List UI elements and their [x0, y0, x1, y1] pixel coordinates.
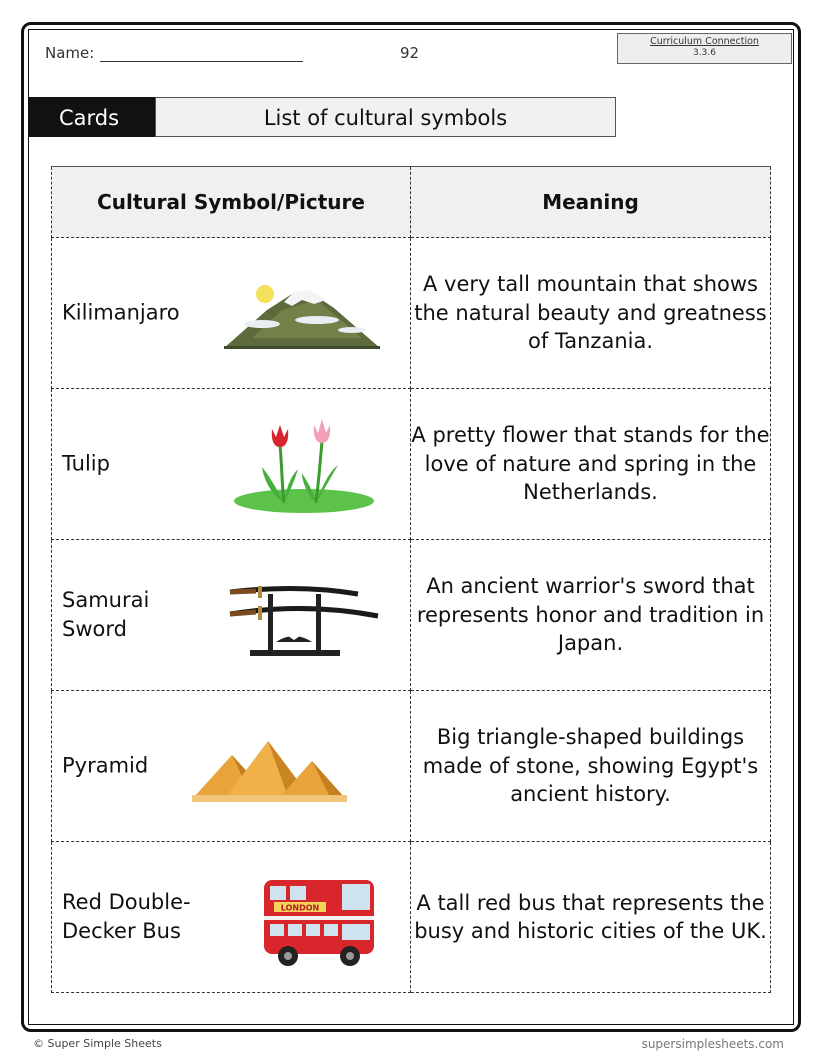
meaning-cell: A tall red bus that represents the busy and historic cities of the UK. [411, 842, 771, 993]
katana-icon [220, 582, 385, 662]
symbol-label: Kilimanjaro [62, 300, 180, 325]
meaning-cell: Big triangle-shaped buildings made of stone, showing Egypt's ancient history. [411, 691, 771, 842]
table-row [52, 842, 771, 993]
symbol-cell [52, 540, 411, 691]
curriculum-connection-title: Curriculum Connection [650, 36, 759, 47]
name-field [45, 44, 303, 62]
page-number: 92 [400, 44, 420, 62]
curriculum-code: 3.3.6 [693, 48, 716, 58]
table-row [52, 691, 771, 842]
symbol-label: Pyramid [62, 753, 149, 778]
meaning-cell: A very tall mountain that shows the natural beauty and greatness of Tanzania. [411, 238, 771, 389]
symbol-cell [52, 389, 411, 540]
curriculum-connection-box [617, 33, 792, 64]
table-row [52, 238, 771, 389]
copyright-text: © Super Simple Sheets [33, 1037, 162, 1050]
symbols-table [51, 166, 771, 993]
meaning-cell: A pretty flower that stands for the love of nature and spring in the Netherlands. [411, 389, 771, 540]
website-text: supersimplesheets.com [641, 1037, 784, 1051]
table-header-row [52, 167, 771, 238]
pyramid-icon [192, 739, 347, 804]
mountain-icon [222, 280, 382, 350]
table-row [52, 389, 771, 540]
page-title: List of cultural symbols [155, 97, 616, 137]
symbol-cell [52, 691, 411, 842]
symbol-label: Samurai Sword [62, 588, 150, 641]
tulip-icon [232, 417, 377, 517]
symbol-cell [52, 238, 411, 389]
bus-destination-sign: LONDON [280, 903, 320, 913]
double-decker-bus-icon [260, 872, 380, 968]
symbol-label: Red Double-Decker Bus [62, 890, 191, 943]
symbol-label: Tulip [62, 451, 110, 476]
symbol-cell [52, 842, 411, 993]
table-row [52, 540, 771, 691]
title-bar [29, 97, 616, 137]
column-header-meaning: Meaning [411, 167, 771, 238]
name-label: Name: [45, 44, 95, 62]
column-header-symbol: Cultural Symbol/Picture [52, 167, 411, 238]
meaning-cell: An ancient warrior's sword that represents honor and tradition in Japan. [411, 540, 771, 691]
name-blank-line[interactable] [100, 46, 303, 62]
title-tag: Cards [29, 97, 155, 137]
